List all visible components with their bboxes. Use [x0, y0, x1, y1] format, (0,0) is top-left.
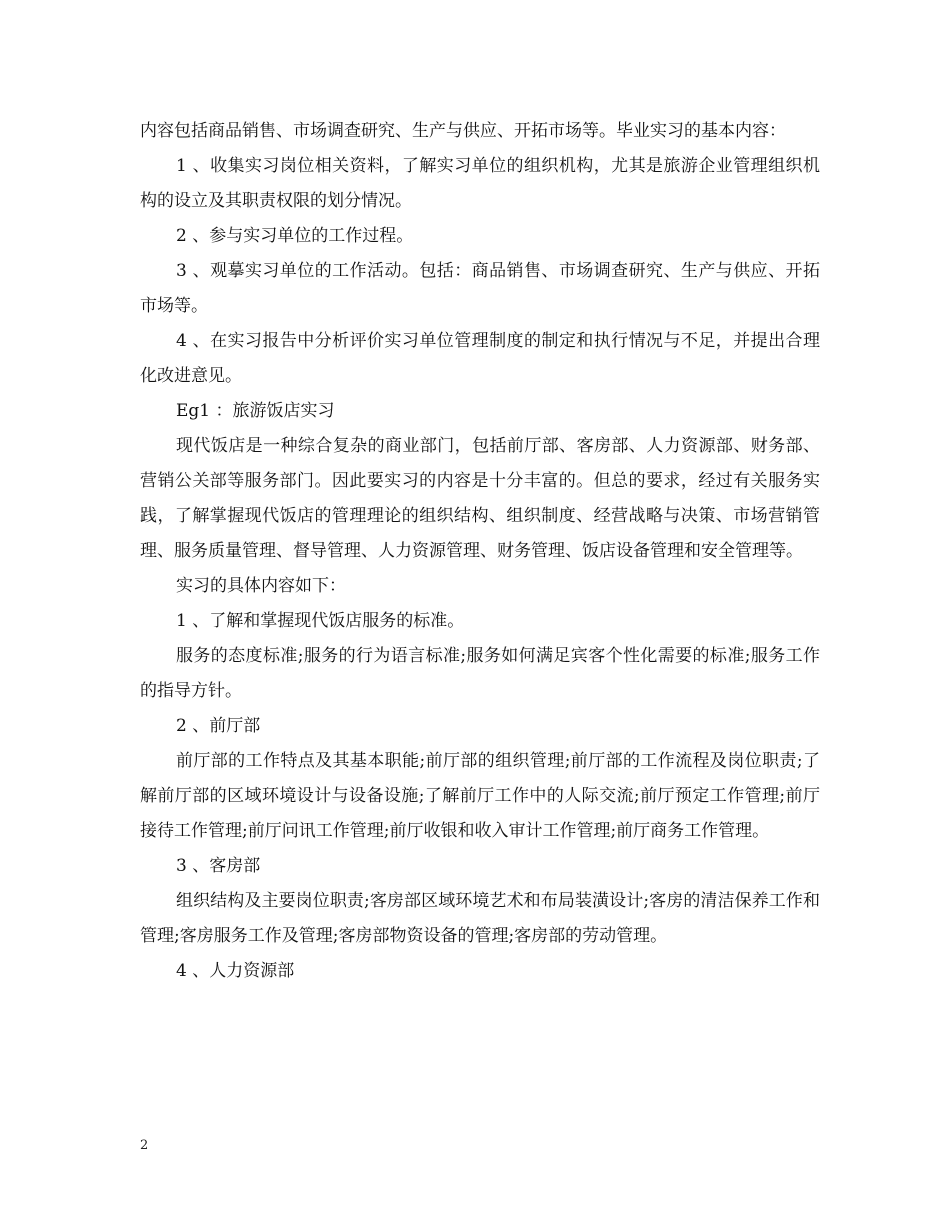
paragraph-12: 前厅部的工作特点及其基本职能;前厅部的组织管理;前厅部的工作流程及岗位职责;了解前厅部的区域环境设计与设备设施;了解前厅工作中的人际交流;前厅预定工作管理;前厅接待工作管理;前厅问讯工作管理;前厅收银和收入审计工作管理;前厅商务工作管理。 [140, 751, 820, 841]
section-heading-eg1: Eg1 ：旅游饭店实习 [176, 401, 335, 421]
paragraph-2: 1 、收集实习岗位相关资料，了解实习单位的组织机构，尤其是旅游企业管理组织机构的设立及其职责权限的划分情况。 [140, 156, 820, 211]
paragraph-10: 服务的态度标准;服务的行为语言标准;服务如何满足宾客个性化需要的标准;服务工作的指导方针。 [140, 646, 820, 701]
list-item-4: 4 、人力资源部 [176, 961, 295, 981]
list-item-3: 3 、客房部 [176, 856, 261, 876]
paragraph-8: 实习的具体内容如下： [176, 576, 346, 596]
page-number: 2 [140, 1138, 149, 1153]
paragraph-1: 内容包括商品销售、市场调查研究、生产与供应、开拓市场等。毕业实习的基本内容： [140, 121, 786, 141]
list-item-2: 2 、前厅部 [176, 716, 261, 736]
paragraph-4: 3 、观摹实习单位的工作活动。包括：商品销售、市场调查研究、生产与供应、开拓市场等。 [140, 261, 820, 316]
paragraph-5: 4 、在实习报告中分析评价实习单位管理制度的制定和执行情况与不足，并提出合理化改进意见。 [140, 331, 820, 386]
list-item-1: 1 、了解和掌握现代饭店服务的标准。 [176, 611, 465, 631]
document-body [140, 114, 820, 989]
paragraph-14: 组织结构及主要岗位职责;客房部区域环境艺术和布局装潢设计;客房的清洁保养工作和管理;客房服务工作及管理;客房部物资设备的管理;客房部的劳动管理。 [140, 891, 820, 946]
paragraph-3: 2 、参与实习单位的工作过程。 [176, 226, 414, 246]
paragraph-7: 现代饭店是一种综合复杂的商业部门，包括前厅部、客房部、人力资源部、财务部、营销公关部等服务部门。因此要实习的内容是十分丰富的。但总的要求，经过有关服务实践，了解掌握现代饭店的管理理论的组织结构、组织制度、经营战略与决策、市场营销管理、服务质量管理、督导管理、人力资源管理、财务管理、饭店设备管理和安全管理等。 [140, 436, 820, 561]
